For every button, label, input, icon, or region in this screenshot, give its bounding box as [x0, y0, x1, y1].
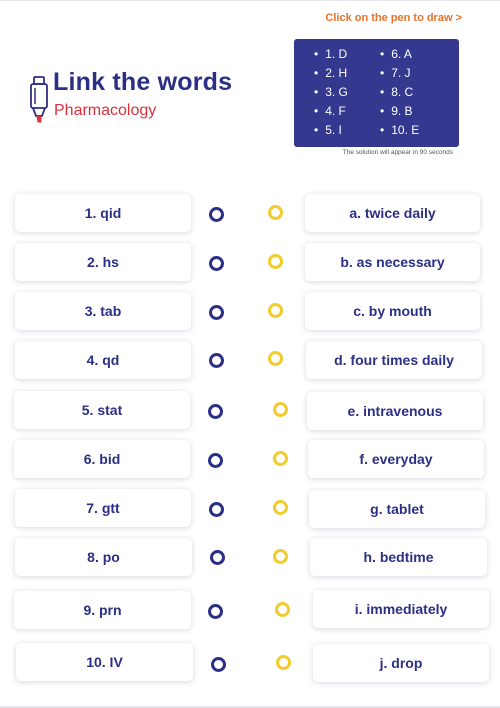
right-connector-dot[interactable] [276, 655, 291, 670]
left-term-card[interactable]: 3. tab [15, 292, 191, 330]
left-term-card[interactable]: 5. stat [14, 391, 190, 429]
answer-key-item: • 10. E [380, 121, 419, 140]
right-term-card[interactable]: h. bedtime [310, 538, 487, 576]
answer-key-panel [294, 39, 459, 147]
right-connector-dot[interactable] [273, 451, 288, 466]
right-term-card[interactable]: f. everyday [308, 440, 484, 478]
answer-key-item: • 1. D [314, 45, 348, 64]
left-term-card[interactable]: 6. bid [14, 440, 190, 478]
answer-key-column-2 [380, 45, 419, 140]
answer-key-item: • 3. G [314, 83, 348, 102]
left-term-card[interactable]: 4. qd [15, 341, 191, 379]
right-term-card[interactable]: g. tablet [309, 490, 485, 528]
right-connector-dot[interactable] [268, 303, 283, 318]
answer-key-item: • 6. A [380, 45, 419, 64]
right-connector-dot[interactable] [268, 205, 283, 220]
left-term-card[interactable]: 1. qid [15, 194, 191, 232]
right-term-card[interactable]: b. as necessary [305, 243, 480, 281]
solution-timer-note: The solution will appear in 90 seconds [342, 149, 453, 156]
left-connector-dot[interactable] [209, 256, 224, 271]
right-connector-dot[interactable] [268, 254, 283, 269]
right-term-card[interactable]: a. twice daily [305, 194, 480, 232]
left-term-card[interactable]: 2. hs [15, 243, 191, 281]
right-term-card[interactable]: j. drop [313, 644, 489, 682]
right-term-card[interactable]: i. immediately [313, 590, 489, 628]
answer-key-item: • 9. B [380, 102, 419, 121]
right-connector-dot[interactable] [273, 402, 288, 417]
left-connector-dot[interactable] [209, 353, 224, 368]
left-connector-dot[interactable] [211, 657, 226, 672]
left-connector-dot[interactable] [208, 404, 223, 419]
right-term-card[interactable]: d. four times daily [306, 341, 482, 379]
left-connector-dot[interactable] [208, 453, 223, 468]
highlighter-pen-icon[interactable] [28, 76, 50, 124]
left-connector-dot[interactable] [209, 305, 224, 320]
left-connector-dot[interactable] [210, 550, 225, 565]
answer-key-column-1 [314, 45, 348, 140]
right-term-card[interactable]: e. intravenous [307, 392, 483, 430]
right-connector-dot[interactable] [275, 602, 290, 617]
right-connector-dot[interactable] [273, 500, 288, 515]
left-connector-dot[interactable] [209, 502, 224, 517]
right-term-card[interactable]: c. by mouth [305, 292, 480, 330]
answer-key-item: • 2. H [314, 64, 348, 83]
page-subtitle: Pharmacology [54, 102, 157, 119]
left-connector-dot[interactable] [208, 604, 223, 619]
right-connector-dot[interactable] [273, 549, 288, 564]
draw-hint[interactable]: Click on the pen to draw > [325, 12, 462, 24]
right-connector-dot[interactable] [268, 351, 283, 366]
answer-key-item: • 8. C [380, 83, 419, 102]
left-term-card[interactable]: 7. gtt [15, 489, 191, 527]
left-term-card[interactable]: 8. po [15, 538, 192, 576]
answer-key-item: • 4. F [314, 102, 348, 121]
left-connector-dot[interactable] [209, 207, 224, 222]
left-term-card[interactable]: 10. IV [16, 643, 193, 681]
answer-key-item: • 7. J [380, 64, 419, 83]
top-divider [0, 0, 500, 1]
page-title: Link the words [53, 68, 233, 96]
left-term-card[interactable]: 9. prn [14, 591, 191, 629]
answer-key-item: • 5. I [314, 121, 348, 140]
